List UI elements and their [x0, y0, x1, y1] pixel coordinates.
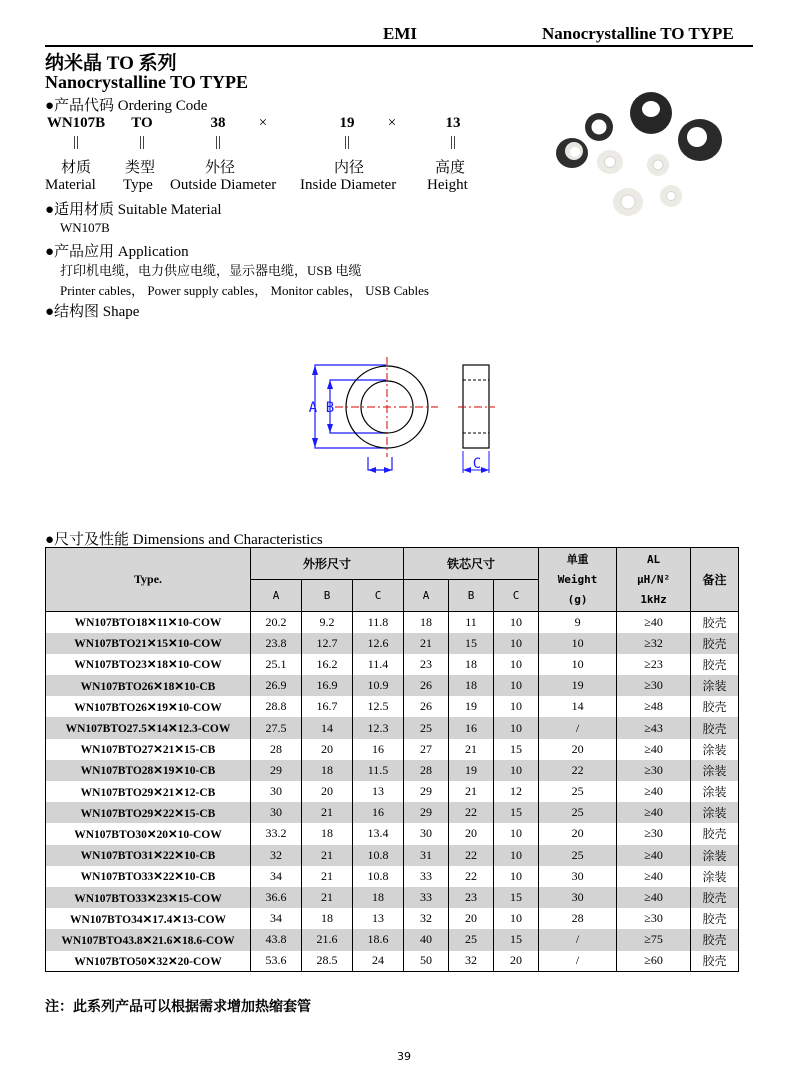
cell-al: ≥40	[617, 866, 691, 887]
cell-remark: 涂装	[691, 802, 739, 823]
cell-al: ≥32	[617, 633, 691, 654]
cell-core-a: 26	[404, 696, 449, 717]
cell-core-c: 10	[494, 696, 539, 717]
ferrite-core-white	[597, 150, 623, 174]
cell-remark: 胶壳	[691, 633, 739, 654]
cell-type: WN107BTO33✕23✕15-COW	[46, 887, 251, 908]
ordering-heading: ●产品代码 Ordering Code	[45, 98, 208, 114]
code-type: TO	[131, 115, 153, 131]
link-mark: ||	[138, 134, 146, 150]
cell-core-a: 32	[404, 908, 449, 929]
cell-core-c: 10	[494, 908, 539, 929]
weight-unit: (g)	[567, 592, 588, 606]
cell-type: WN107BTO18✕11✕10-COW	[46, 612, 251, 633]
header-section-label: EMI	[383, 24, 417, 43]
page-number: 39	[397, 1050, 411, 1063]
dimension-label-b: B	[325, 400, 335, 416]
label-en: Type	[123, 177, 153, 193]
table-row	[46, 781, 739, 802]
cell-outer-b: 20	[302, 781, 353, 802]
cell-type: WN107BTO43.8✕21.6✕18.6-COW	[46, 929, 251, 950]
dimensions-heading: ●尺寸及性能 Dimensions and Characteristics	[45, 532, 323, 548]
cell-core-b: 20	[449, 823, 494, 844]
cell-core-c: 10	[494, 675, 539, 696]
ferrite-core-coated	[556, 138, 588, 168]
cell-type: WN107BTO28✕19✕10-CB	[46, 760, 251, 781]
cell-outer-c: 13.4	[353, 823, 404, 844]
cell-remark: 涂装	[691, 675, 739, 696]
cell-weight: 25	[539, 781, 617, 802]
link-mark: ||	[214, 134, 222, 150]
col-header-core-c: C	[494, 580, 539, 612]
table-row	[46, 760, 739, 781]
cell-core-b: 22	[449, 802, 494, 823]
cell-core-c: 20	[494, 951, 539, 972]
cell-core-a: 27	[404, 739, 449, 760]
cell-core-b: 20	[449, 908, 494, 929]
cell-type: WN107BTO30✕20✕10-COW	[46, 823, 251, 844]
footnote: 注：此系列产品可以根据需求增加热缩套管	[45, 1000, 311, 1015]
cell-outer-a: 33.2	[251, 823, 302, 844]
table-row	[46, 908, 739, 929]
cell-core-a: 18	[404, 612, 449, 633]
cell-core-a: 30	[404, 823, 449, 844]
cell-al: ≥23	[617, 654, 691, 675]
dimension-lines	[315, 365, 392, 470]
cell-core-a: 31	[404, 845, 449, 866]
cell-outer-a: 26.9	[251, 675, 302, 696]
page-title-en: Nanocrystalline TO TYPE	[45, 72, 249, 92]
cell-core-c: 10	[494, 612, 539, 633]
cell-weight: 30	[539, 866, 617, 887]
cell-outer-a: 43.8	[251, 929, 302, 950]
col-header-al	[617, 548, 691, 612]
cell-outer-a: 30	[251, 802, 302, 823]
col-header-core-b: B	[449, 580, 494, 612]
cell-core-a: 26	[404, 675, 449, 696]
cell-weight: 19	[539, 675, 617, 696]
cell-outer-a: 53.6	[251, 951, 302, 972]
cell-weight: 20	[539, 739, 617, 760]
cell-outer-a: 23.8	[251, 633, 302, 654]
cell-core-b: 18	[449, 675, 494, 696]
cell-outer-c: 16	[353, 802, 404, 823]
header-series-title: Nanocrystalline TO TYPE	[542, 24, 734, 43]
cell-core-c: 10	[494, 633, 539, 654]
cell-weight: 25	[539, 802, 617, 823]
cell-outer-c: 11.8	[353, 612, 404, 633]
table-row	[46, 717, 739, 738]
cell-remark: 胶壳	[691, 612, 739, 633]
cell-weight: 25	[539, 845, 617, 866]
cell-core-b: 21	[449, 739, 494, 760]
cell-outer-c: 18.6	[353, 929, 404, 950]
cell-outer-b: 16.7	[302, 696, 353, 717]
cell-core-c: 10	[494, 823, 539, 844]
label-cn: 类型	[124, 160, 156, 176]
cell-core-b: 15	[449, 633, 494, 654]
col-header-outer-c: C	[353, 580, 404, 612]
cell-core-a: 29	[404, 802, 449, 823]
cell-outer-c: 11.5	[353, 760, 404, 781]
al-label: AL	[646, 552, 661, 566]
cell-al: ≥40	[617, 887, 691, 908]
label-en: Material	[45, 177, 96, 193]
table-row	[46, 675, 739, 696]
cell-weight: 22	[539, 760, 617, 781]
cell-al: ≥40	[617, 612, 691, 633]
cell-type: WN107BTO31✕22✕10-CB	[46, 845, 251, 866]
table-row	[46, 654, 739, 675]
cell-core-a: 28	[404, 760, 449, 781]
cell-al: ≥60	[617, 951, 691, 972]
cell-core-c: 12	[494, 781, 539, 802]
cell-type: WN107BTO26✕19✕10-COW	[46, 696, 251, 717]
cell-outer-c: 18	[353, 887, 404, 908]
cell-type: WN107BTO23✕18✕10-COW	[46, 654, 251, 675]
cell-outer-b: 21	[302, 845, 353, 866]
cell-outer-a: 20.2	[251, 612, 302, 633]
code-inside-diameter: 19	[339, 115, 355, 131]
cell-outer-a: 29	[251, 760, 302, 781]
center-lines	[335, 357, 495, 457]
cell-weight: 14	[539, 696, 617, 717]
cell-outer-c: 11.4	[353, 654, 404, 675]
cell-core-b: 23	[449, 887, 494, 908]
cell-type: WN107BTO26✕18✕10-CB	[46, 675, 251, 696]
al-unit: μH/N²	[637, 572, 671, 586]
cell-type: WN107BTO29✕21✕12-CB	[46, 781, 251, 802]
cell-remark: 胶壳	[691, 908, 739, 929]
cell-core-b: 22	[449, 845, 494, 866]
cell-outer-b: 18	[302, 823, 353, 844]
cell-al: ≥40	[617, 781, 691, 802]
cell-al: ≥48	[617, 696, 691, 717]
cell-outer-a: 34	[251, 908, 302, 929]
ferrite-core-white	[647, 154, 669, 176]
cell-outer-c: 16	[353, 739, 404, 760]
cell-al: ≥75	[617, 929, 691, 950]
cell-al: ≥40	[617, 802, 691, 823]
cell-type: WN107BTO33✕22✕10-CB	[46, 866, 251, 887]
cell-core-b: 16	[449, 717, 494, 738]
cell-weight: /	[539, 929, 617, 950]
cell-core-b: 19	[449, 696, 494, 717]
cell-core-c: 10	[494, 717, 539, 738]
cell-remark: 涂装	[691, 866, 739, 887]
cell-core-a: 40	[404, 929, 449, 950]
table-row	[46, 823, 739, 844]
col-header-outer-b: B	[302, 580, 353, 612]
cell-core-c: 15	[494, 887, 539, 908]
table-row	[46, 633, 739, 654]
table-row	[46, 866, 739, 887]
cell-type: WN107BTO50✕32✕20-COW	[46, 951, 251, 972]
dimension-label-a: A	[308, 400, 318, 416]
cell-core-c: 15	[494, 739, 539, 760]
cell-outer-b: 20	[302, 739, 353, 760]
dimension-arrows	[312, 365, 392, 473]
application-heading: ●产品应用 Application	[45, 244, 189, 260]
cell-core-a: 50	[404, 951, 449, 972]
cell-outer-a: 25.1	[251, 654, 302, 675]
cell-type: WN107BTO27✕21✕15-CB	[46, 739, 251, 760]
cell-core-b: 25	[449, 929, 494, 950]
cell-remark: 涂装	[691, 739, 739, 760]
link-mark: ||	[449, 134, 457, 150]
cell-type: WN107BTO21✕15✕10-COW	[46, 633, 251, 654]
cell-remark: 胶壳	[691, 696, 739, 717]
label-en: Inside Diameter	[300, 177, 397, 193]
col-header-type: Type.	[46, 548, 251, 612]
col-header-core-a: A	[404, 580, 449, 612]
cell-remark: 胶壳	[691, 887, 739, 908]
cell-al: ≥30	[617, 675, 691, 696]
col-header-core: 铁芯尺寸	[404, 548, 539, 580]
code-height: 13	[445, 115, 461, 131]
cell-outer-a: 28	[251, 739, 302, 760]
table-row	[46, 612, 739, 633]
cell-core-b: 21	[449, 781, 494, 802]
cell-outer-c: 10.9	[353, 675, 404, 696]
cell-remark: 涂装	[691, 760, 739, 781]
table-row	[46, 951, 739, 972]
cell-weight: 10	[539, 654, 617, 675]
table-row	[46, 845, 739, 866]
cell-core-a: 33	[404, 887, 449, 908]
dimension-label-c: C	[472, 456, 482, 472]
cell-weight: 10	[539, 633, 617, 654]
cell-core-a: 33	[404, 866, 449, 887]
cell-type: WN107BTO34✕17.4✕13-COW	[46, 908, 251, 929]
cell-outer-c: 13	[353, 908, 404, 929]
cell-outer-c: 12.5	[353, 696, 404, 717]
cell-outer-c: 12.6	[353, 633, 404, 654]
cell-remark: 胶壳	[691, 823, 739, 844]
col-header-outer: 外形尺寸	[251, 548, 404, 580]
ferrite-core-white	[660, 185, 682, 207]
label-cn: 外径	[204, 160, 236, 176]
cell-type: WN107BTO29✕22✕15-CB	[46, 802, 251, 823]
label-cn: 材质	[60, 160, 92, 176]
application-en: Printer cables， Power supply cables， Monitor cables， USB Cables	[60, 283, 429, 298]
suitable-material-heading: ●适用材质 Suitable Material	[45, 202, 222, 218]
cell-remark: 胶壳	[691, 717, 739, 738]
label-en: Height	[427, 177, 468, 193]
cell-core-b: 22	[449, 866, 494, 887]
table-row	[46, 887, 739, 908]
cell-outer-c: 24	[353, 951, 404, 972]
cell-core-c: 10	[494, 654, 539, 675]
page-title-cn: 纳米晶 TO 系列	[45, 53, 177, 74]
cell-al: ≥40	[617, 845, 691, 866]
weight-en: Weight	[557, 572, 598, 586]
shape-heading: ●结构图 Shape	[45, 304, 140, 320]
cell-al: ≥40	[617, 739, 691, 760]
cell-al: ≥30	[617, 908, 691, 929]
table-row	[46, 929, 739, 950]
label-en: Outside Diameter	[170, 177, 277, 193]
col-header-remark: 备注	[691, 548, 739, 612]
cell-core-c: 10	[494, 845, 539, 866]
table-row	[46, 802, 739, 823]
cell-outer-b: 16.2	[302, 654, 353, 675]
cell-core-c: 15	[494, 802, 539, 823]
cell-outer-a: 30	[251, 781, 302, 802]
cell-outer-a: 27.5	[251, 717, 302, 738]
cell-remark: 涂装	[691, 845, 739, 866]
cell-outer-b: 12.7	[302, 633, 353, 654]
label-cn: 内径	[333, 160, 365, 176]
cell-outer-b: 18	[302, 908, 353, 929]
cell-core-c: 15	[494, 929, 539, 950]
cell-outer-a: 34	[251, 866, 302, 887]
cell-outer-b: 21	[302, 866, 353, 887]
col-header-weight	[539, 548, 617, 612]
al-frequency: 1kHz	[640, 592, 667, 606]
col-header-outer-a: A	[251, 580, 302, 612]
cell-al: ≥30	[617, 760, 691, 781]
cell-remark: 胶壳	[691, 951, 739, 972]
cell-outer-b: 21	[302, 887, 353, 908]
cell-core-a: 25	[404, 717, 449, 738]
cell-outer-c: 10.8	[353, 845, 404, 866]
cell-outer-a: 28.8	[251, 696, 302, 717]
cell-outer-a: 36.6	[251, 887, 302, 908]
cell-core-b: 19	[449, 760, 494, 781]
cell-outer-b: 18	[302, 760, 353, 781]
application-cn: 打印机电缆，电力供应电缆，显示器电缆，USB 电缆	[60, 263, 362, 278]
cell-outer-b: 14	[302, 717, 353, 738]
cell-outer-c: 12.3	[353, 717, 404, 738]
cell-remark: 胶壳	[691, 654, 739, 675]
ferrite-core-white	[613, 188, 643, 216]
cell-outer-b: 28.5	[302, 951, 353, 972]
cell-al: ≥43	[617, 717, 691, 738]
separator: ×	[387, 115, 397, 131]
table-row	[46, 696, 739, 717]
cell-core-c: 10	[494, 866, 539, 887]
cell-outer-b: 16.9	[302, 675, 353, 696]
cell-core-b: 32	[449, 951, 494, 972]
code-material: WN107B	[46, 115, 106, 131]
cell-core-c: 10	[494, 760, 539, 781]
cell-outer-b: 9.2	[302, 612, 353, 633]
ferrite-core-black	[678, 119, 722, 161]
cell-weight: /	[539, 951, 617, 972]
cell-outer-c: 10.8	[353, 866, 404, 887]
cell-outer-b: 21	[302, 802, 353, 823]
label-cn: 高度	[434, 160, 466, 176]
cell-weight: /	[539, 717, 617, 738]
weight-cn: 单重	[566, 552, 589, 566]
cell-outer-a: 32	[251, 845, 302, 866]
cell-weight: 30	[539, 887, 617, 908]
cell-core-b: 18	[449, 654, 494, 675]
table-body	[46, 612, 739, 972]
suitable-material-value: WN107B	[60, 220, 110, 235]
ferrite-core-black	[585, 113, 613, 141]
cell-remark: 涂装	[691, 781, 739, 802]
cell-core-b: 11	[449, 612, 494, 633]
cell-weight: 28	[539, 908, 617, 929]
cell-weight: 9	[539, 612, 617, 633]
cell-outer-b: 21.6	[302, 929, 353, 950]
cell-remark: 胶壳	[691, 929, 739, 950]
code-outside-diameter: 38	[210, 115, 226, 131]
dimensions-table	[45, 547, 739, 972]
table-row	[46, 739, 739, 760]
cell-weight: 20	[539, 823, 617, 844]
cell-core-a: 23	[404, 654, 449, 675]
product-photo	[545, 75, 745, 235]
cell-al: ≥30	[617, 823, 691, 844]
header-rule	[45, 45, 753, 47]
separator: ×	[258, 115, 268, 131]
ferrite-core-black	[630, 92, 672, 134]
cell-outer-c: 13	[353, 781, 404, 802]
cell-core-a: 21	[404, 633, 449, 654]
link-mark: ||	[343, 134, 351, 150]
cell-core-a: 29	[404, 781, 449, 802]
shape-drawing	[290, 345, 510, 480]
cell-type: WN107BTO27.5✕14✕12.3-COW	[46, 717, 251, 738]
link-mark: ||	[72, 134, 80, 150]
